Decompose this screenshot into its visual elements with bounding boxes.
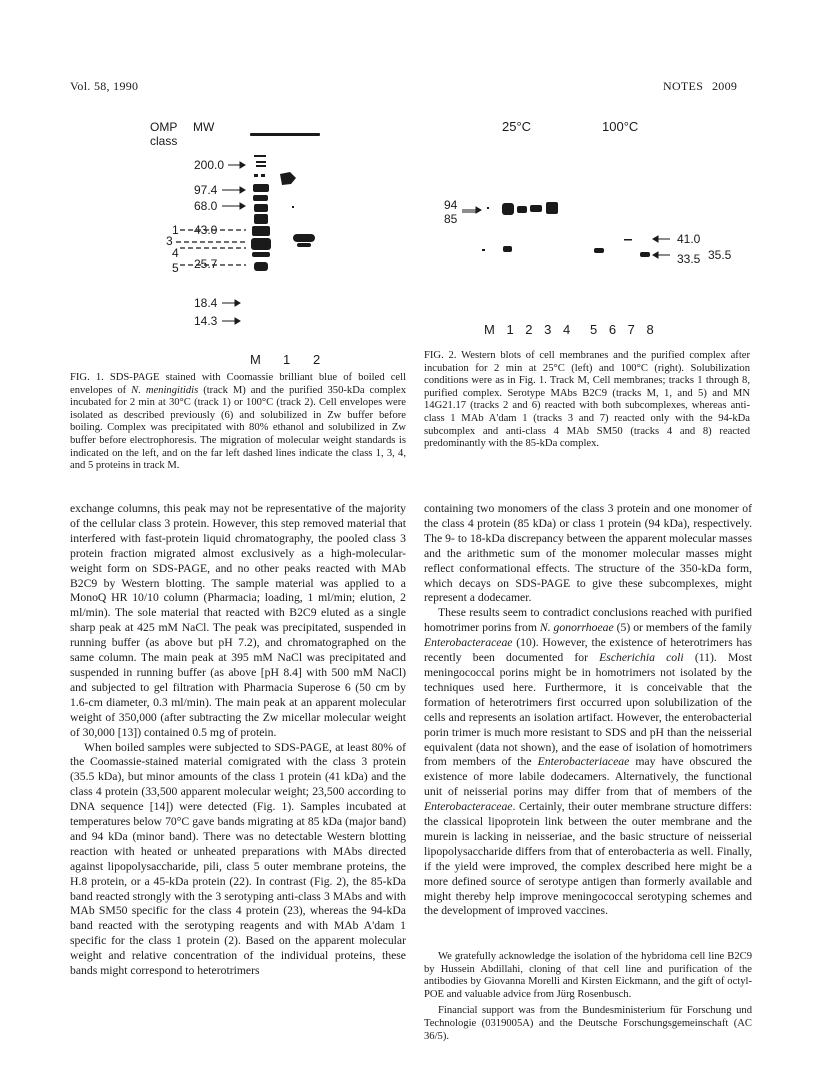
funding-text: Financial support was from the Bundesministerium für Forschung und Technologie (0319005A) and the Deutsche Forschungsgemeinschaft (AC 36/5). bbox=[424, 1005, 752, 1042]
fig2-blot-bands bbox=[482, 202, 650, 257]
fig1-caption-text-a: SDS-PAGE stained with Coomassie brilliant blue of boiled cell envelopes of bbox=[70, 372, 407, 396]
right-column bbox=[424, 502, 752, 919]
fig2-arrows bbox=[462, 207, 670, 258]
fig1-mw-25: 25.7 bbox=[194, 257, 218, 271]
fig2-label-41: 41.0 bbox=[677, 232, 701, 246]
left-paragraph-2: When boiled samples were subjected to SDS-PAGE, at least 80% of the Coomassie-stained material comigrated with the class 3 protein (35.5 kDa), but minor amounts of the class 1 protein (41 kDa) and the class 4 protein (33,500 apparent molecular weight; 23,500 according to DNA sequence [14]) were detected (Fig. 1). Samples incubated at temperatures below 70°C gave bands migrating at 85 kDa (major band) and 94 kDa (minor band). There was no detectable Western blotting reaction with heated or unheated preparations with MAbs directed against lipopolysaccharide, pili, class 5 outer membrane proteins, the H.8 protein, or a 45-kDa protein (22). In contrast (Fig. 2), the 85-kDa band reacted strongly with the 3 serotyping anti-class 3 MAbs and with MAb SM50 specific for the class 4 protein (23), whereas the 94-kDa band reacted with the serotyping reagents and with MAb A'dam 1 specific for the class 1 protein (2). Based on the apparent molecular weight and relative concentration of the individual proteins, these bands might correspond to heterotrimers bbox=[70, 740, 406, 978]
fig1-mw-97: 97.4 bbox=[194, 183, 218, 197]
fig1-gel-bands bbox=[250, 133, 320, 271]
fig1-caption-head: FIG. 1. bbox=[70, 372, 104, 383]
rp2-e: may have obscured the existence of more labile dodecamers. Alternatively, the functional unit of neisserial porins may differ from that of members of the bbox=[424, 755, 752, 799]
fig1-class-1: 1 bbox=[172, 223, 179, 237]
rp2-d: (11). Most meningococcal porins might be in homotrimers not isolated by the techniques used here. Furthermore, it is conceivable that the formation of heterotrimers first occurred upon solubilization of the cells and represents an isolation artifact. However, the enterobacterial porin trimer is much more resistant to SDS and pH than the neisserial equivalent (data not shown), and the ease of isolation of homotrimers from members of the bbox=[424, 651, 752, 769]
fig1-caption-species: N. meningitidis bbox=[131, 384, 199, 396]
rp2-a: These results seem to contradict conclusions reached with purified homotrimer porins from bbox=[424, 606, 752, 635]
figure-1-caption bbox=[70, 372, 406, 473]
section-title: NOTES bbox=[663, 79, 704, 93]
figure-1-gel bbox=[150, 112, 380, 367]
fig1-mw-68: 68.0 bbox=[194, 199, 218, 213]
fig2-caption-head: FIG. 2. bbox=[424, 350, 457, 361]
journal-volume: Vol. 58, 1990 bbox=[70, 79, 139, 93]
fig2-label-35: 35.5 bbox=[708, 248, 732, 262]
rp2-species-4: Enterobacteriaceae bbox=[537, 755, 630, 769]
fig1-lane-2: 2 bbox=[313, 352, 321, 367]
page-number: 2009 bbox=[712, 79, 738, 93]
fig2-temp-100: 100°C bbox=[602, 119, 639, 134]
rp2-b: (5) or members of the family bbox=[613, 621, 752, 635]
fig1-mw-14: 14.3 bbox=[194, 314, 218, 328]
figure-1-svg bbox=[150, 112, 380, 367]
left-column bbox=[70, 502, 406, 979]
fig1-caption-text-b: (track M) and the purified 350-kDa complex incubated for 2 min at 30°C (track 1) or 100°C (track 2). Cell envelopes were isolated as described previously (6) and solubilized in Zw buffer before boiling. Complex was precipitated with 80% ethanol and solubilized in Zw buffer before electrophoresis. The migration of molecular weight standards is indicated on the left, and on the far left dashed lines indicate the class 1, 3, 4, and 5 proteins in track M. bbox=[70, 384, 406, 472]
rp2-species-5: Enterobacteraceae bbox=[424, 800, 513, 814]
fig1-class-4: 4 bbox=[172, 246, 179, 260]
right-paragraph-1: containing two monomers of the class 3 protein and one monomer of the class 4 protein (85 kDa) or class 1 protein (94 kDa), respectively. The 9- to 18-kDa discrepancy between the apparent molecular masses and the arithmetic sum of the monomer molecular masses might reflect conformational effects. The structure of the 350-kDa form, which decays on SDS-PAGE to give these subcomplexes, might represent a dodecamer. bbox=[424, 502, 752, 605]
right-paragraph-2 bbox=[424, 606, 752, 919]
figure-2-svg bbox=[432, 112, 742, 342]
left-paragraph-1: exchange columns, this peak may not be representative of the majority of the cellular class 3 protein. However, this step removed material that interfered with fast-protein liquid chromatography, the pooled class 3 protein fraction migrated almost exclusively as a high-molecular-weight form on SDS-PAGE, and no other peaks reacted with MAb B2C9 by Western blotting. The sample material was applied to a MonoQ HR 10/10 column (Pharmacia; loading, 1 ml/min; elution, 2 ml/min). The sole material that reacted with B2C9 eluted as a single sharp peak at 425 mM NaCl. The peak was precipitated, suspended in running buffer (as above but pH 7.2), and chromatographed on the same column. The main peak at 395 mM NaCl was precipitated and suspended in running buffer (as above [pH 8.4] with 500 mM NaCl) and subjected to gel filtration with Pharmacia Superose 6 (50 cm by 1.6-cm diameter, 0.3 ml/min). The main peak at an apparent molecular weight of 350,000 (after subtracting the Zw micellar molecular weight of 30,000 [13]) contained 0.5 mg of protein. bbox=[70, 502, 406, 739]
fig1-mw-43: 43.0 bbox=[194, 223, 218, 237]
fig1-omp-header: OMP bbox=[150, 120, 178, 134]
fig2-label-85: 85 bbox=[444, 212, 458, 226]
fig2-label-33: 33.5 bbox=[677, 252, 701, 266]
figure-2-blot bbox=[432, 112, 742, 342]
rp2-species-2: Enterobacteraceae bbox=[424, 636, 513, 650]
fig1-class-header: class bbox=[150, 134, 178, 148]
acknowledgments bbox=[424, 951, 752, 1043]
fig1-mw-arrows bbox=[222, 162, 245, 324]
fig1-mw-200: 200.0 bbox=[194, 158, 225, 172]
fig2-caption-text: Western blots of cell membranes and the purified complex after incubation for 2 min at 25°C (left) and 100°C (right). Solubilization conditions were as in Fig. 1. Track M, Cell membranes; tracks 1 through 8, purified complex. Serotype MAbs B2C9 (tracks M, 1, and 5) and MN 14G21.17 (tracks 2 and 6) reacted with both subcomplexes, whereas anti-class 1 MAb A'dam 1 (tracks 3 and 7) reacted only with the 94-kDa subcomplex and anti-class 4 MAb SM50 (tracks 4 and 8) reacted predominantly with the 85-kDa complex. bbox=[424, 350, 751, 450]
fig1-mw-header: MW bbox=[193, 120, 215, 134]
rp2-species-1: N. gonorrhoeae bbox=[539, 621, 614, 635]
fig2-label-94: 94 bbox=[444, 198, 458, 212]
fig2-lanes-right: 5 6 7 8 bbox=[590, 322, 658, 337]
fig1-mw-18: 18.4 bbox=[194, 296, 218, 310]
fig1-lane-1: 1 bbox=[283, 352, 291, 367]
rp2-c: (10). However, the existence of heterotrimers has recently been documented for bbox=[424, 636, 752, 665]
figure-2-caption bbox=[424, 350, 750, 451]
fig1-class-5: 5 bbox=[172, 261, 179, 275]
fig1-lane-m: M bbox=[250, 352, 261, 367]
fig2-temp-25: 25°C bbox=[502, 119, 532, 134]
fig2-lanes-left: M 1 2 3 4 bbox=[484, 322, 575, 337]
rp2-species-3: Escherichia coli bbox=[599, 651, 684, 665]
fig1-class-3: 3 bbox=[166, 234, 173, 248]
acknowledgment-text: We gratefully acknowledge the isolation of the hybridoma cell line B2C9 by Hussein Abdillahi, cloning of that cell line and purification of the antibodies by Giovanna Morelli and Kirsten Eickmann, and the gift of octyl-POE and valuable advice from Jürg Rosenbusch. bbox=[424, 951, 752, 1000]
rp2-f: . Certainly, their outer membrane structure differs: the classical lipoprotein link between the outer membrane and the murein is lacking in neisseriae, and the basic structure of neisserial lipopolysaccharide differs from that of enterobacteria as well. Finally, if the yield were improved, the complex described here might be a more defined source of serotype antigen than formerly available and might thereby help improve meningococcal serotyping schemes and the development of improved vaccines. bbox=[424, 800, 752, 918]
